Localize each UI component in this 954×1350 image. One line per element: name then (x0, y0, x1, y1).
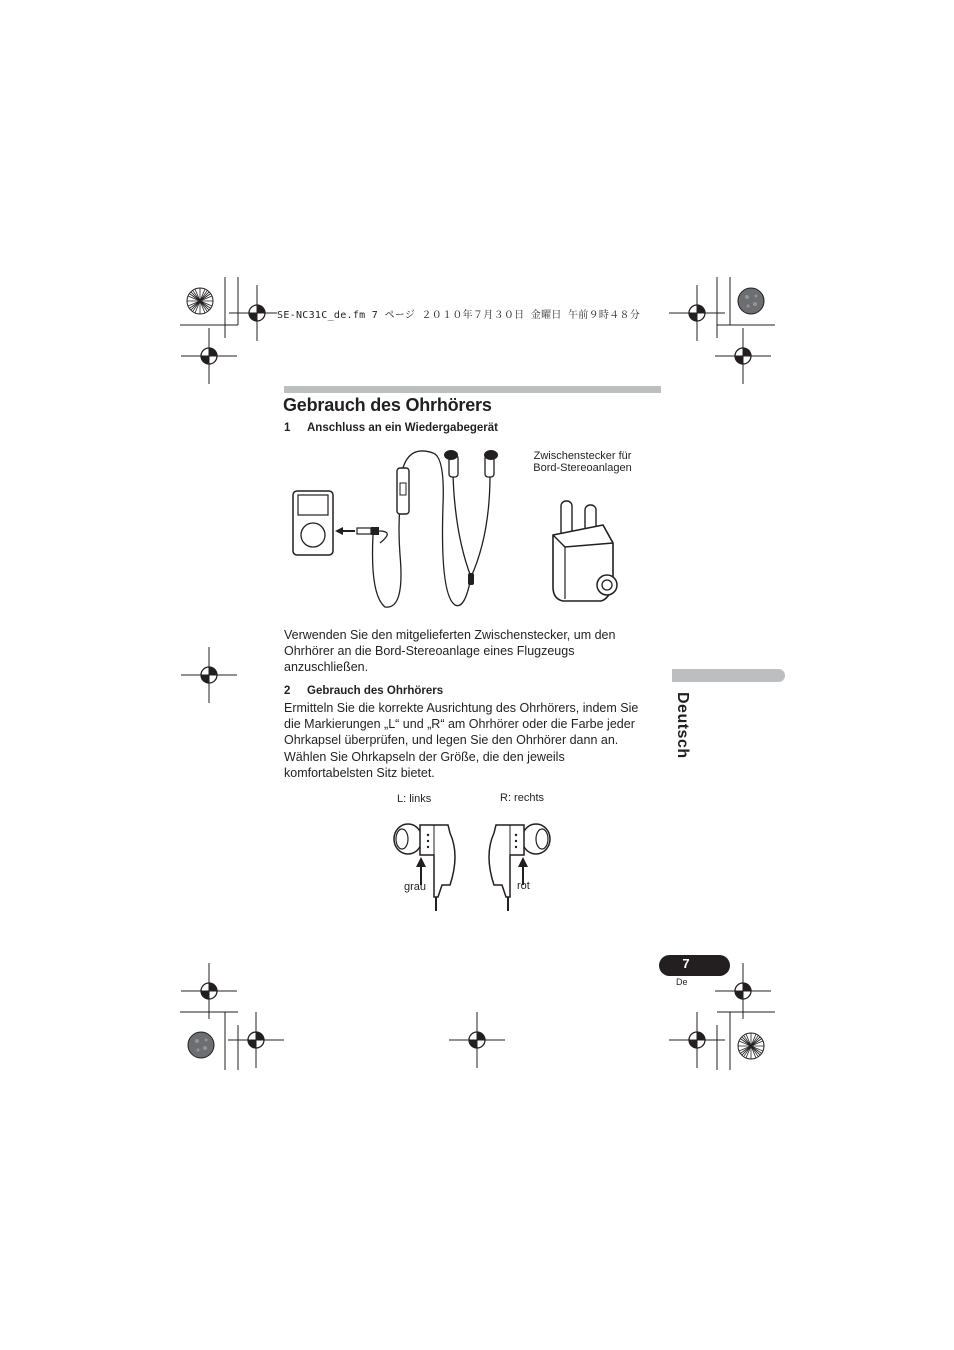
step-2-title: Gebrauch des Ohrhörers (307, 685, 444, 697)
print-file-info: SE-NC31C_de.fm 7 ページ ２０１０年７月３０日 金曜日 午前９時４８分 (277, 306, 640, 321)
step-1-paragraph (284, 627, 662, 676)
right-color-label: rot (517, 880, 530, 892)
section-title: Gebrauch des Ohrhörers (283, 395, 492, 415)
left-earbud (394, 824, 455, 911)
step-2-paragraph (284, 700, 662, 781)
section-top-rule (284, 386, 661, 393)
adapter-caption-line-2: Bord-Stereoanlagen (533, 462, 632, 474)
page-number: 7 (682, 956, 690, 971)
step-2-heading (284, 685, 443, 697)
adapter-caption-line-1: Zwischenstecker für (533, 450, 632, 462)
step-1-heading (284, 422, 498, 434)
step-2-paragraph-line: Wählen Sie Ohrkapseln der Größe, die den jeweils (284, 749, 565, 764)
step-2-paragraph-line: Ohrkapsel überprüfen, und legen Sie den Ohrhörer dann an. (284, 733, 619, 748)
step-1-number: 1 (284, 422, 291, 434)
right-earbud-label: R: rechts (500, 792, 545, 804)
earbud-orientation-illustration (388, 815, 558, 915)
step-1-paragraph-line: Ohrhörer an die Bord-Stereoanlage eines Flugzeugs (284, 644, 575, 659)
step-1-paragraph-line: anzuschließen. (284, 660, 369, 675)
adapter-caption (525, 450, 640, 474)
step-2-paragraph-line: komfortabelsten Sitz bietet. (284, 765, 435, 780)
step-2-paragraph-line: Ermitteln Sie die korrekte Ausrichtung des Ohrhörers, indem Sie (284, 701, 639, 715)
step-1-title: Anschluss an ein Wiedergabegerät (307, 422, 498, 434)
step-1-paragraph-line: Verwenden Sie den mitgelieferten Zwischenstecker, um den (284, 628, 616, 642)
connection-illustration (285, 445, 530, 615)
language-tab-bar (672, 669, 785, 682)
page-language-code: De (676, 977, 688, 987)
right-earbud (489, 824, 550, 911)
language-tab-label: Deutsch (674, 692, 691, 759)
left-color-label: grau (404, 881, 427, 893)
step-2-paragraph-line: die Markierungen „L“ und „R“ am Ohrhörer oder die Farbe jeder (284, 717, 635, 732)
step-2-number: 2 (284, 685, 291, 697)
airline-adapter-illustration (545, 495, 625, 605)
left-earbud-label: L: links (397, 793, 432, 805)
